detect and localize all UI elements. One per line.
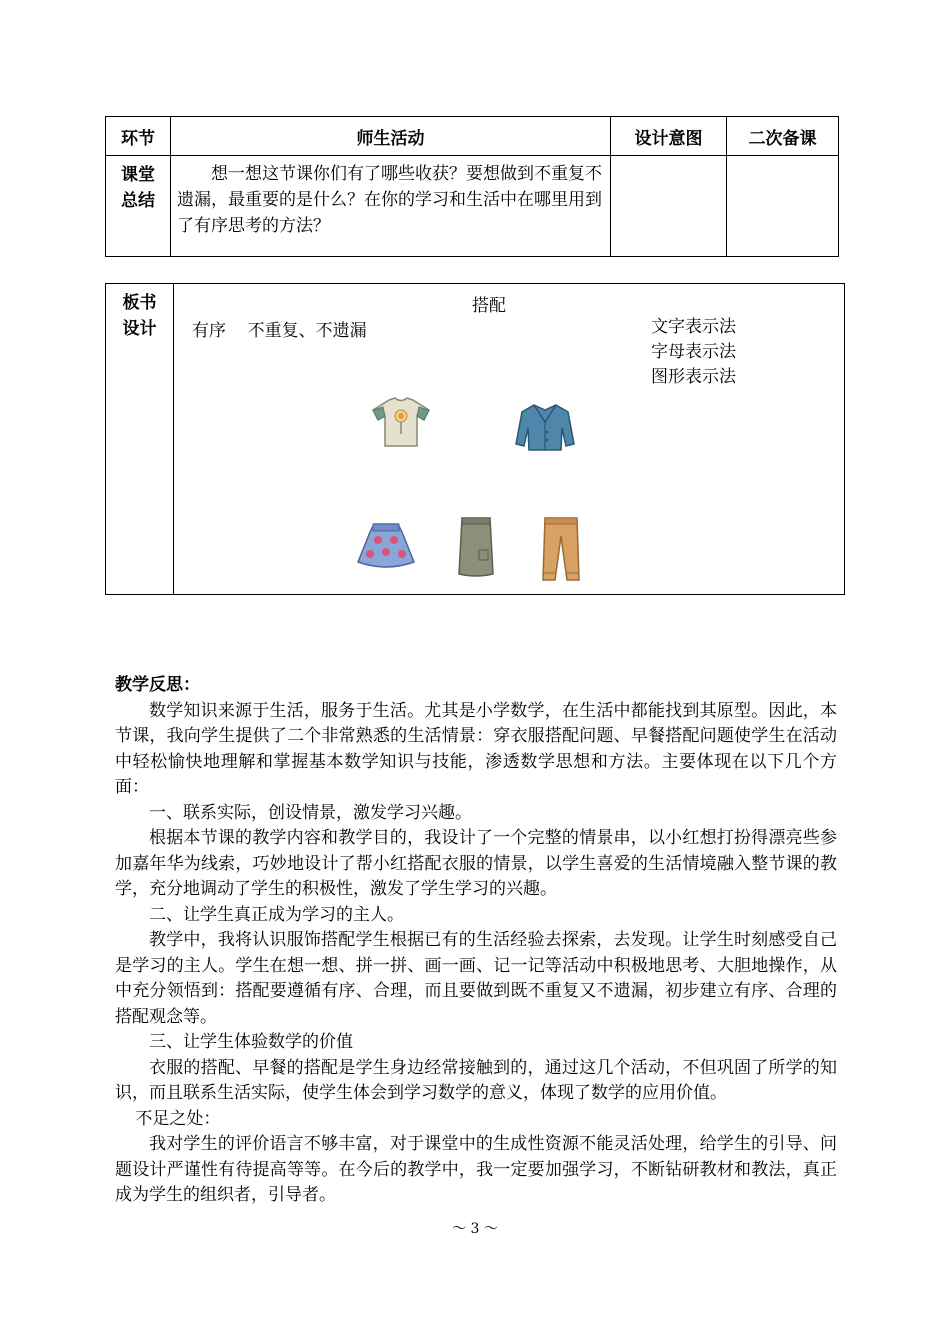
- reflection-heading-3: 三、让学生体验数学的价值: [149, 1032, 353, 1052]
- skirt-icon: [356, 522, 416, 570]
- header-activity: 师生活动: [171, 117, 611, 156]
- reflection-heading-1: 一、联系实际，创设情景，激发学习兴趣。: [149, 802, 472, 823]
- stage-cell: [106, 156, 171, 257]
- tshirt-icon: [369, 396, 433, 448]
- activity-cell: 想一想这节课你们有了哪些收获？要想做到不重复不遗漏，最重要的是什么？在你的学习和生活中在哪里用到了有序思考的方法？: [171, 156, 611, 257]
- board-design-box: [105, 283, 845, 595]
- methods-list: [651, 315, 736, 390]
- method-graphic: 图形表示法: [651, 367, 736, 387]
- board-label-line: 设计: [122, 319, 157, 339]
- shortfall-paragraph: 我对学生的评价语言不够丰富，对于课堂中的生成性资源不能灵活处理，给学生的引导、问题设计严谨性有待提高等等。在今后的教学中，我一定要加强学习，不断钻研教材和教法，真正成为学生的组织者，引导者。: [115, 1134, 837, 1205]
- reflection-paragraph: 衣服的搭配、早餐的搭配是学生身边经常接触到的，通过这几个活动，不但巩固了所学的知识，而且联系生活实际，使学生体会到学习数学的意义，体现了数学的应用价值。: [115, 1057, 837, 1103]
- grey-skirt-icon: [457, 516, 495, 578]
- header-intent: 设计意图: [611, 117, 727, 156]
- method-letter: 字母表示法: [651, 342, 736, 362]
- board-rule: 有序 不重复、不遗漏: [192, 321, 367, 341]
- table-row: [106, 156, 839, 257]
- header-second-prep: 二次备课: [727, 117, 839, 156]
- board-title: 搭配: [472, 296, 506, 316]
- jacket-icon: [514, 402, 576, 452]
- board-label: [106, 284, 174, 594]
- page-number: ～ 3 ～: [452, 1221, 498, 1237]
- table-header-row: [106, 117, 839, 156]
- reflection-paragraph: 数学知识来源于生活，服务于生活。尤其是小学数学，在生活中都能找到其原型。因此，本节课，我向学生提供了二个非常熟悉的生活情景：穿衣服搭配问题、早餐搭配问题使学生在活动中轻松愉快地理解和掌握基本数学知识与技能，渗透数学思想和方法。主要体现在以下几个方面：: [115, 700, 837, 797]
- method-text: 文字表示法: [651, 317, 736, 337]
- intent-cell: [611, 156, 727, 257]
- shortfall-title: 不足之处：: [135, 1108, 221, 1129]
- second-prep-cell: [727, 156, 839, 257]
- lesson-table: [105, 116, 839, 257]
- reflection-paragraph: 根据本节课的教学内容和教学目的，我设计了一个完整的情景串，以小红想打扮得漂亮些参加嘉年华为线索，巧妙地设计了帮小红搭配衣服的情景，以学生喜爱的生活情境融入整节课的教学，充分地调动了学生的积极性，激发了学生学习的兴趣。: [115, 828, 837, 899]
- header-stage: 环节: [106, 117, 171, 156]
- stage-line: 总结: [121, 191, 155, 211]
- reflection-heading-2: 二、让学生真正成为学习的主人。: [149, 904, 404, 925]
- reflection-paragraph: 教学中，我将认识服饰搭配学生根据已有的生活经验去探索，去发现。让学生时刻感受自己是学习的主人。学生在想一想、拼一拼、画一画、记一记等活动中积极地思考、大胆地操作，从中充分领悟到：搭配要遵循有序、合理，而且要做到既不重复又不遗漏，初步建立有序、合理的搭配观念等。: [115, 930, 837, 1027]
- pants-icon: [541, 516, 581, 582]
- reflection-title: 教学反思：: [115, 675, 200, 695]
- teaching-reflection: [115, 673, 837, 1209]
- stage-line: 课堂: [121, 165, 155, 185]
- board-label-line: 板书: [122, 293, 157, 313]
